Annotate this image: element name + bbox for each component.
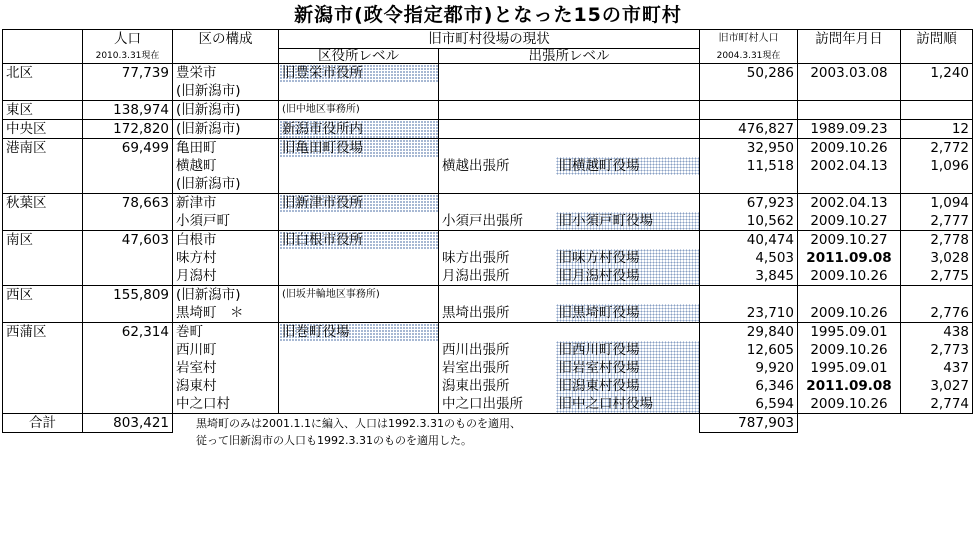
ward-name-blank (3, 212, 83, 231)
branch-name: 味方出張所 (439, 249, 556, 267)
table-row (3, 120, 973, 139)
ward-name-blank (3, 249, 83, 267)
ward-population-blank (83, 359, 173, 377)
blank-cell (901, 414, 973, 433)
municipality-name: 月潟村 (173, 267, 279, 286)
old-population (700, 82, 798, 101)
table-row (3, 64, 973, 83)
ward-name-blank (3, 304, 83, 323)
ward-population: 77,739 (83, 64, 173, 83)
visit-order (901, 286, 973, 305)
visit-date (798, 82, 901, 101)
visit-order: 2,775 (901, 267, 973, 286)
municipality-name: 豊栄市 (173, 64, 279, 83)
municipality-name: 岩室村 (173, 359, 279, 377)
branch-name (439, 82, 556, 101)
ward-name-blank (3, 395, 83, 414)
total-label: 合計 (3, 414, 83, 433)
ward-population: 155,809 (83, 286, 173, 305)
ward-population: 62,314 (83, 323, 173, 342)
table-row (3, 82, 973, 101)
branch-office: 旧味方村役場 (556, 249, 700, 267)
visit-order: 1,094 (901, 194, 973, 213)
branch-name (439, 323, 556, 342)
table-row (3, 341, 973, 359)
municipality-name: 新津市 (173, 194, 279, 213)
table-row (3, 395, 973, 414)
branch-name (439, 194, 556, 213)
branch-office: 旧月潟村役場 (556, 267, 700, 286)
ward-name: 西蒲区 (3, 323, 83, 342)
ward-population-blank (83, 212, 173, 231)
table-row (3, 249, 973, 267)
ward-name: 西区 (3, 286, 83, 305)
ward-office: 旧豊栄市役所 (279, 64, 439, 83)
header-ward-office-level: 区役所レベル (279, 49, 439, 64)
header-composition: 区の構成 (173, 30, 279, 49)
table-row (3, 231, 973, 250)
branch-office (556, 120, 700, 139)
ward-name-blank (3, 359, 83, 377)
table-row (3, 212, 973, 231)
visit-order (901, 101, 973, 120)
old-population: 9,920 (700, 359, 798, 377)
header-visit-order: 訪問順 (901, 30, 973, 49)
visit-order: 437 (901, 359, 973, 377)
visit-date: 2009.10.26 (798, 395, 901, 414)
old-population: 29,840 (700, 323, 798, 342)
visit-order: 2,778 (901, 231, 973, 250)
ward-population: 69,499 (83, 139, 173, 158)
branch-office (556, 323, 700, 342)
ward-name-blank (3, 267, 83, 286)
branch-name: 潟東出張所 (439, 377, 556, 395)
visit-date: 2009.10.26 (798, 304, 901, 323)
ward-population: 138,974 (83, 101, 173, 120)
table-row (3, 101, 973, 120)
ward-office-note: (旧中地区事務所) (279, 101, 439, 120)
branch-office (556, 139, 700, 158)
table-row (3, 377, 973, 395)
ward-population-blank (83, 304, 173, 323)
old-population (700, 101, 798, 120)
visit-order: 12 (901, 120, 973, 139)
branch-office: 旧中之口村役場 (556, 395, 700, 414)
municipality-name: 西川町 (173, 341, 279, 359)
total-population: 803,421 (83, 414, 173, 433)
branch-name (439, 64, 556, 83)
municipality-name: (旧新潟市) (173, 286, 279, 305)
table-row (3, 175, 973, 194)
ward-office-blank (279, 395, 439, 414)
visit-date: 2002.04.13 (798, 157, 901, 175)
table-row (3, 139, 973, 158)
table-row (3, 194, 973, 213)
old-population: 67,923 (700, 194, 798, 213)
municipality-name: (旧新潟市) (173, 120, 279, 139)
ward-office-blank (279, 157, 439, 175)
header-population-date: 2010.3.31現在 (83, 49, 173, 64)
branch-office (556, 82, 700, 101)
ward-name: 東区 (3, 101, 83, 120)
ward-office: 旧新津市役所 (279, 194, 439, 213)
visit-date (798, 101, 901, 120)
visit-order: 2,772 (901, 139, 973, 158)
visit-date: 2011.09.08 (798, 377, 901, 395)
blank-cell (798, 414, 901, 433)
branch-name: 横越出張所 (439, 157, 556, 175)
municipality-name: (旧新潟市) (173, 101, 279, 120)
visit-date (798, 286, 901, 305)
header-branch-level: 出張所レベル (439, 49, 700, 64)
ward-office: 旧巻町役場 (279, 323, 439, 342)
ward-population-blank (83, 157, 173, 175)
branch-name: 小須戸出張所 (439, 212, 556, 231)
branch-name: 月潟出張所 (439, 267, 556, 286)
branch-office: 旧小須戸町役場 (556, 212, 700, 231)
branch-office: 旧岩室村役場 (556, 359, 700, 377)
municipality-name: 味方村 (173, 249, 279, 267)
ward-name-blank (3, 341, 83, 359)
visit-date: 2002.04.13 (798, 194, 901, 213)
ward-name: 北区 (3, 64, 83, 83)
ward-office-blank (279, 267, 439, 286)
ward-office-blank (279, 82, 439, 101)
visit-date: 2009.10.27 (798, 231, 901, 250)
table-row (3, 359, 973, 377)
ward-name-blank (3, 157, 83, 175)
visit-order: 2,777 (901, 212, 973, 231)
visit-date: 2011.09.08 (798, 249, 901, 267)
branch-name (439, 120, 556, 139)
visit-date: 1995.09.01 (798, 323, 901, 342)
branch-office (556, 194, 700, 213)
municipality-name: 亀田町 (173, 139, 279, 158)
branch-office (556, 64, 700, 83)
municipality-name: 白根市 (173, 231, 279, 250)
branch-name (439, 231, 556, 250)
ward-population-blank (83, 249, 173, 267)
old-population: 12,605 (700, 341, 798, 359)
branch-office: 旧潟東村役場 (556, 377, 700, 395)
table-row (3, 157, 973, 175)
ward-population: 172,820 (83, 120, 173, 139)
ward-office: 新潟市役所内 (279, 120, 439, 139)
branch-office: 旧黒埼町役場 (556, 304, 700, 323)
visit-date: 2009.10.27 (798, 212, 901, 231)
visit-order (901, 175, 973, 194)
old-population: 32,950 (700, 139, 798, 158)
header-office-status: 旧市町村役場の現状 (279, 30, 700, 49)
municipality-name: 中之口村 (173, 395, 279, 414)
visit-date: 1995.09.01 (798, 359, 901, 377)
header-visit-date: 訪問年月日 (798, 30, 901, 49)
header-old-population-date: 2004.3.31現在 (700, 49, 798, 64)
old-population: 40,474 (700, 231, 798, 250)
branch-name: 黒埼出張所 (439, 304, 556, 323)
footnote-line-1: 黒埼町のみは2001.1.1に編入、人口は1992.3.31のものを適用、 (196, 417, 521, 430)
old-population: 50,286 (700, 64, 798, 83)
old-population: 6,594 (700, 395, 798, 414)
ward-office-blank (279, 377, 439, 395)
total-old-population: 787,903 (700, 414, 798, 433)
branch-office: 旧横越町役場 (556, 157, 700, 175)
branch-name (439, 101, 556, 120)
branch-name: 中之口出張所 (439, 395, 556, 414)
branch-office (556, 101, 700, 120)
ward-population-blank (83, 82, 173, 101)
table-row (3, 286, 973, 305)
header-population: 人口 (83, 30, 173, 49)
visit-order: 3,028 (901, 249, 973, 267)
ward-office: 旧亀田町役場 (279, 139, 439, 158)
visit-date: 2003.03.08 (798, 64, 901, 83)
ward-population-blank (83, 175, 173, 194)
ward-office-blank (279, 175, 439, 194)
municipality-name: 黒埼町 ＊ (173, 304, 279, 323)
visit-order: 2,776 (901, 304, 973, 323)
footnote-line-2: 従って旧新潟市の人口も1992.3.31のものを適用した。 (196, 434, 472, 447)
ward-name: 中央区 (3, 120, 83, 139)
visit-date: 1989.09.23 (798, 120, 901, 139)
visit-order: 3,027 (901, 377, 973, 395)
old-population (700, 286, 798, 305)
ward-office-blank (279, 359, 439, 377)
branch-name: 西川出張所 (439, 341, 556, 359)
ward-population: 47,603 (83, 231, 173, 250)
municipality-name: (旧新潟市) (173, 82, 279, 101)
ward-office: 旧白根市役所 (279, 231, 439, 250)
municipality-name: 潟東村 (173, 377, 279, 395)
old-population: 23,710 (700, 304, 798, 323)
ward-office-note: (旧坂井輪地区事務所) (279, 286, 439, 305)
ward-name-blank (3, 175, 83, 194)
municipality-name: (旧新潟市) (173, 175, 279, 194)
visit-date (798, 175, 901, 194)
ward-population-blank (83, 377, 173, 395)
municipality-name: 横越町 (173, 157, 279, 175)
page-title: 新潟市(政令指定都市)となった15の市町村 (294, 4, 682, 26)
visit-order: 2,774 (901, 395, 973, 414)
old-population: 10,562 (700, 212, 798, 231)
visit-date: 2009.10.26 (798, 267, 901, 286)
branch-name (439, 175, 556, 194)
branch-office: 旧西川町役場 (556, 341, 700, 359)
visit-order: 2,773 (901, 341, 973, 359)
visit-order: 1,096 (901, 157, 973, 175)
branch-name (439, 139, 556, 158)
ward-population-blank (83, 267, 173, 286)
ward-population: 78,663 (83, 194, 173, 213)
header-old-population: 旧市町村人口 (700, 30, 798, 49)
table-row (3, 304, 973, 323)
municipality-name: 小須戸町 (173, 212, 279, 231)
ward-name: 秋葉区 (3, 194, 83, 213)
old-population: 11,518 (700, 157, 798, 175)
branch-office (556, 231, 700, 250)
old-population: 6,346 (700, 377, 798, 395)
visit-date: 2009.10.26 (798, 139, 901, 158)
branch-name: 岩室出張所 (439, 359, 556, 377)
ward-office-blank (279, 212, 439, 231)
visit-order: 438 (901, 323, 973, 342)
municipality-name: 巻町 (173, 323, 279, 342)
old-population: 3,845 (700, 267, 798, 286)
ward-population-blank (83, 341, 173, 359)
ward-office-blank (279, 304, 439, 323)
ward-name: 港南区 (3, 139, 83, 158)
ward-population-blank (83, 395, 173, 414)
ward-name: 南区 (3, 231, 83, 250)
branch-office (556, 175, 700, 194)
table-row (3, 267, 973, 286)
ward-name-blank (3, 82, 83, 101)
branch-office (556, 286, 700, 305)
ward-name-blank (3, 377, 83, 395)
table-row (3, 323, 973, 342)
old-population: 4,503 (700, 249, 798, 267)
visit-date: 2009.10.26 (798, 341, 901, 359)
old-population (700, 175, 798, 194)
ward-office-blank (279, 249, 439, 267)
old-population: 476,827 (700, 120, 798, 139)
visit-order (901, 82, 973, 101)
ward-office-blank (279, 341, 439, 359)
visit-order: 1,240 (901, 64, 973, 83)
municipalities-table (2, 29, 973, 433)
branch-name (439, 286, 556, 305)
